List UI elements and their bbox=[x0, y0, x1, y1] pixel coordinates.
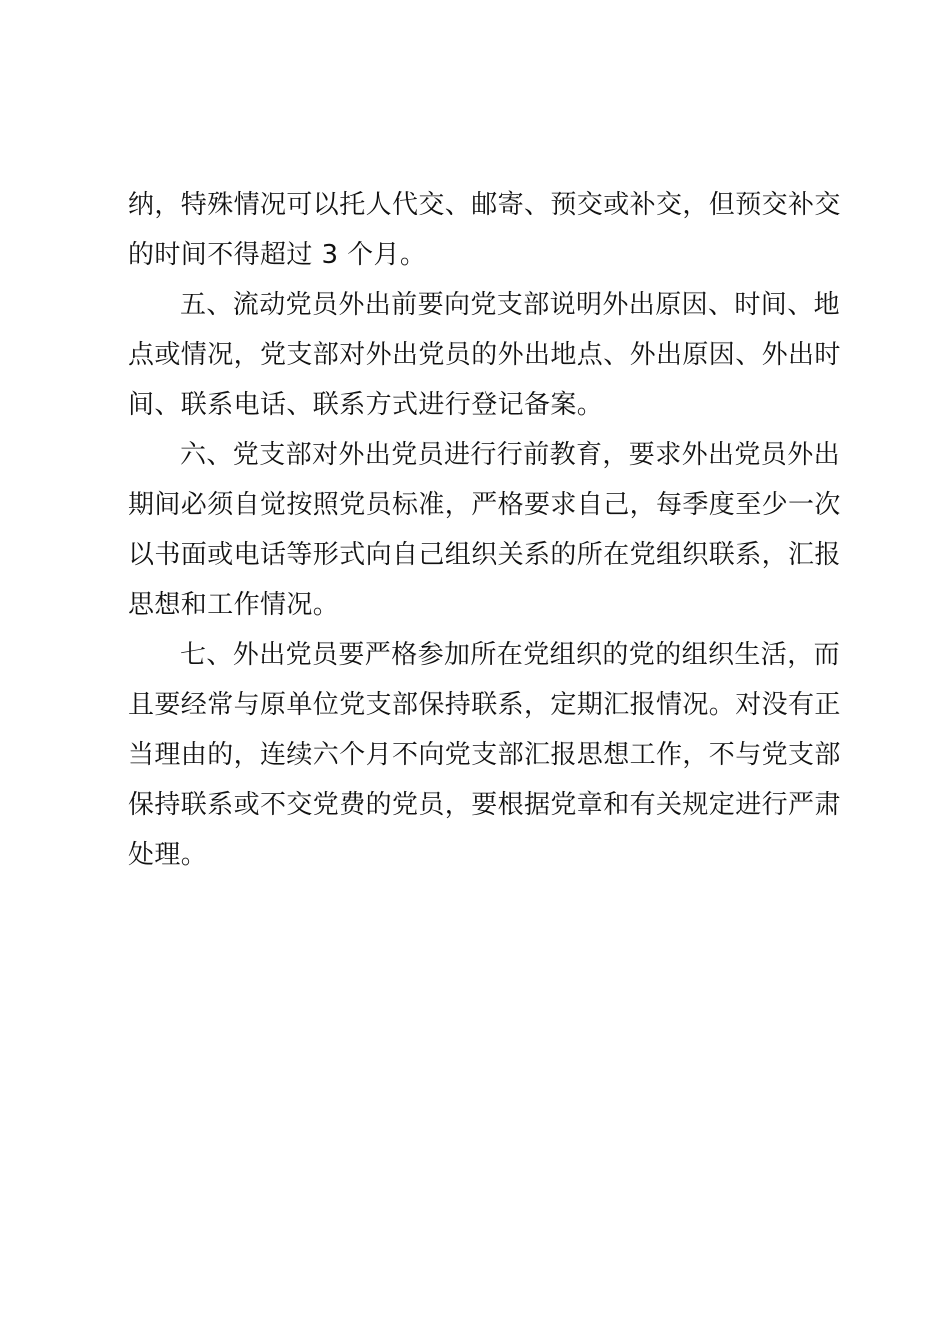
text-line: 六、党支部对外出党员进行行前教育，要求外出党员外出 bbox=[180, 440, 841, 470]
paragraph-item-7 bbox=[128, 630, 841, 880]
text-line: 以书面或电话等形式向自己组织关系的所在党组织联系，汇报 bbox=[128, 540, 841, 570]
text-line: 点或情况，党支部对外出党员的外出地点、外出原因、外出时 bbox=[128, 340, 841, 370]
text-line: 期间必须自觉按照党员标准，严格要求自己，每季度至少一次 bbox=[128, 490, 841, 520]
text-line: 五、流动党员外出前要向党支部说明外出原因、时间、地 bbox=[180, 290, 841, 320]
text-line: 的时间不得超过 3 个月。 bbox=[128, 240, 427, 270]
text-line: 当理由的，连续六个月不向党支部汇报思想工作，不与党支部 bbox=[128, 740, 841, 770]
text-line: 思想和工作情况。 bbox=[128, 590, 340, 620]
text-line: 间、联系电话、联系方式进行登记备案。 bbox=[128, 390, 604, 420]
text-line: 七、外出党员要严格参加所在党组织的党的组织生活，而 bbox=[180, 640, 841, 670]
text-line: 保持联系或不交党费的党员，要根据党章和有关规定进行严肃 bbox=[128, 790, 841, 820]
document-body bbox=[128, 180, 841, 880]
paragraph-item-5 bbox=[128, 280, 841, 430]
text-line: 处理。 bbox=[128, 840, 208, 870]
text-line: 纳，特殊情况可以托人代交、邮寄、预交或补交，但预交补交 bbox=[128, 190, 841, 220]
paragraph-dues-continuation bbox=[128, 180, 841, 280]
text-line: 且要经常与原单位党支部保持联系，定期汇报情况。对没有正 bbox=[128, 690, 841, 720]
paragraph-item-6 bbox=[128, 430, 841, 630]
